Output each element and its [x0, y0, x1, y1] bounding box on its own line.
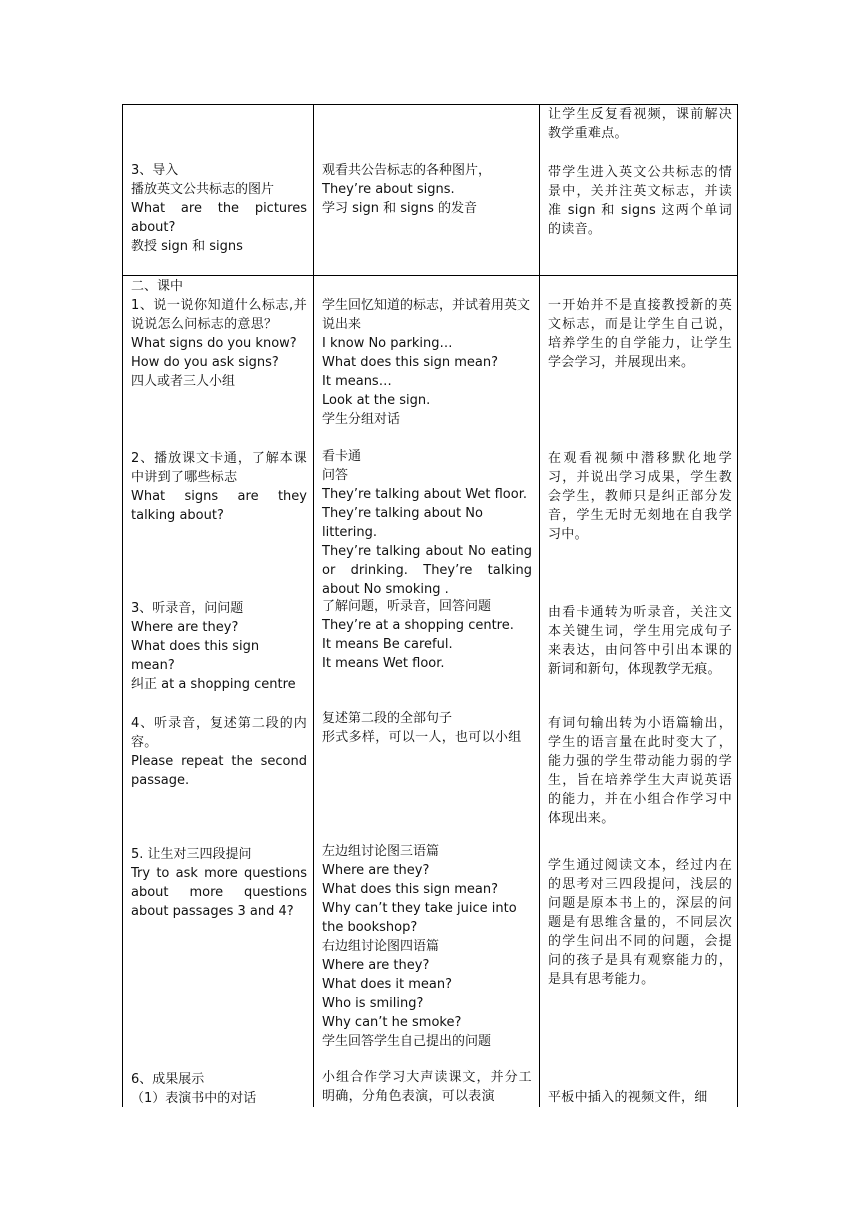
text-line: How do you ask signs?: [131, 355, 279, 370]
text-line: It means Wet floor.: [322, 656, 445, 671]
text-line: What signs do you know?: [131, 336, 297, 351]
text-line: Why can’t they take juice into the bookshop?: [322, 901, 517, 935]
text-line: 5. 让生对三四段提问: [131, 847, 252, 862]
text-line: 让学生反复看视频，课前解决教学重难点。: [548, 107, 732, 141]
table-row-6-col2: [322, 842, 532, 1051]
table-row-divider: [122, 275, 738, 276]
table-row-3-col3: [548, 449, 732, 544]
table-row-0-col3: [548, 105, 732, 143]
text-line: 一开始并不是直接教授新的英文标志，而是让学生自己说，培养学生的自学能力，让学生学会学习，并展现出来。: [548, 298, 732, 370]
table-row-4-col1: [131, 599, 307, 694]
text-line: 3、导入: [131, 163, 179, 178]
text-line: 由看卡通转为听录音，关注文本关键生词，学生用完成句子来表达，由问答中引出本课的新词和新句，体现教学无痕。: [548, 605, 732, 677]
text-line: 看卡通: [322, 449, 362, 464]
table-row-2-col1: [131, 277, 307, 391]
text-line: 4、听录音，复述第二段的内容。: [131, 716, 307, 750]
table-row-4-col2: [322, 597, 532, 673]
text-line: What does this sign mean?: [322, 355, 499, 370]
text-line: Where are they?: [322, 958, 430, 973]
text-line: （1）表演书中的对话: [131, 1091, 257, 1106]
text-line: They’re at a shopping centre.: [322, 618, 514, 633]
text-line: Try to ask more questions about more questions about passages 3 and 4?: [131, 866, 307, 919]
text-line: They’re about signs.: [322, 182, 455, 197]
table-row-5-col2: [322, 709, 532, 747]
text-line: 平板中插入的视频文件，细: [548, 1090, 708, 1105]
table-border-right: [737, 104, 738, 1107]
text-line: It means…: [322, 374, 392, 389]
text-line: 纠正 at a shopping centre: [131, 677, 296, 692]
table-row-5-col1: [131, 714, 307, 790]
text-line: 问答: [322, 468, 349, 483]
text-line: Please repeat the second passage.: [131, 754, 307, 788]
table-divider-2: [539, 104, 540, 1107]
table-row-4-col3: [548, 603, 732, 679]
text-line: 二、课中: [131, 279, 184, 294]
table-row-1-col3: [548, 163, 732, 239]
table-row-2-col2: [322, 296, 532, 429]
text-line: It means Be careful.: [322, 637, 453, 652]
text-line: 学生通过阅读文本，经过内在的思考对三四段提问，浅层的问题是原本书上的，深层的问题是有思维含量的，不同层次的学生问出不同的问题，会提问的孩子是具有观察能力的，是具有思考能力。: [548, 858, 732, 987]
text-line: 四人或者三人小组: [131, 374, 236, 389]
text-line: 复述第二段的全部句子: [322, 711, 453, 726]
text-line: 教授 sign 和 signs: [131, 239, 243, 254]
text-line: Who is smiling?: [322, 996, 424, 1011]
text-line: What are the pictures about?: [131, 201, 307, 235]
table-row-7-col1: [131, 1070, 307, 1108]
text-line: Where are they?: [131, 620, 239, 635]
text-line: 有词句输出转为小语篇输出，学生的语言量在此时变大了，能力强的学生带动能力弱的学生，旨在培养学生大声说英语的能力，并在小组合作学习中体现出来。: [548, 716, 732, 826]
text-line: What does it mean?: [322, 977, 453, 992]
table-row-7-col3: [548, 1088, 732, 1107]
text-line: 了解问题，听录音，回答问题: [322, 599, 492, 614]
text-line: What does this sign mean?: [131, 639, 260, 673]
text-line: 2、播放课文卡通，了解本课中讲到了哪些标志: [131, 451, 307, 485]
text-line: 学生分组对话: [322, 412, 401, 427]
table-row-5-col3: [548, 714, 732, 828]
table-row-2-col3: [548, 296, 732, 372]
table-divider-1: [313, 104, 314, 1107]
text-line: 形式多样，可以一人，也可以小组: [322, 730, 522, 745]
table-row-6-col3: [548, 856, 732, 989]
text-line: 学生回答学生自己提出的问题: [322, 1034, 492, 1049]
text-line: What does this sign mean?: [322, 882, 499, 897]
table-row-3-col2: [322, 447, 532, 599]
table-row-6-col1: [131, 845, 307, 921]
text-line: What signs are they talking about?: [131, 489, 307, 523]
text-line: 小组合作学习大声读课文，并分工明确，分角色表演，可以表演: [322, 1070, 532, 1104]
text-line: 右边组讨论图四语篇: [322, 939, 440, 954]
text-line: They’re talking about No eating or drinking. They’re talking about No smoking .: [322, 544, 532, 597]
text-line: 播放英文公共标志的图片: [131, 182, 275, 197]
table-row-1-col1: [131, 161, 307, 256]
text-line: They’re talking about No littering.: [322, 506, 483, 540]
text-line: 3、听录音，问问题: [131, 601, 244, 616]
table-row-7-col2: [322, 1068, 532, 1106]
text-line: 学生回忆知道的标志，并试着用英文说出来: [322, 298, 531, 332]
table-row-1-col2: [322, 161, 532, 218]
text-line: 1、说一说你知道什么标志,并说说怎么问标志的意思？: [131, 298, 307, 332]
text-line: Where are they?: [322, 863, 430, 878]
text-line: 在观看视频中潜移默化地学习，并说出学习成果，学生教会学生，教师只是纠正部分发音，学生无时无刻地在自我学习中。: [548, 451, 732, 542]
text-line: I know No parking…: [322, 336, 453, 351]
table-border-left: [122, 104, 123, 1107]
text-line: 观看共公告标志的各种图片，: [322, 163, 492, 178]
text-line: Why can’t he smoke?: [322, 1015, 462, 1030]
text-line: 6、成果展示: [131, 1072, 205, 1087]
text-line: 学习 sign 和 signs 的发音: [322, 201, 478, 216]
text-line: 带学生进入英文公共标志的情景中，关并注英文标志，并读准 sign 和 signs 这两个单词的读音。: [548, 165, 732, 237]
text-line: They’re talking about Wet floor.: [322, 487, 527, 502]
text-line: 左边组讨论图三语篇: [322, 844, 440, 859]
table-row-3-col1: [131, 449, 307, 525]
text-line: Look at the sign.: [322, 393, 431, 408]
